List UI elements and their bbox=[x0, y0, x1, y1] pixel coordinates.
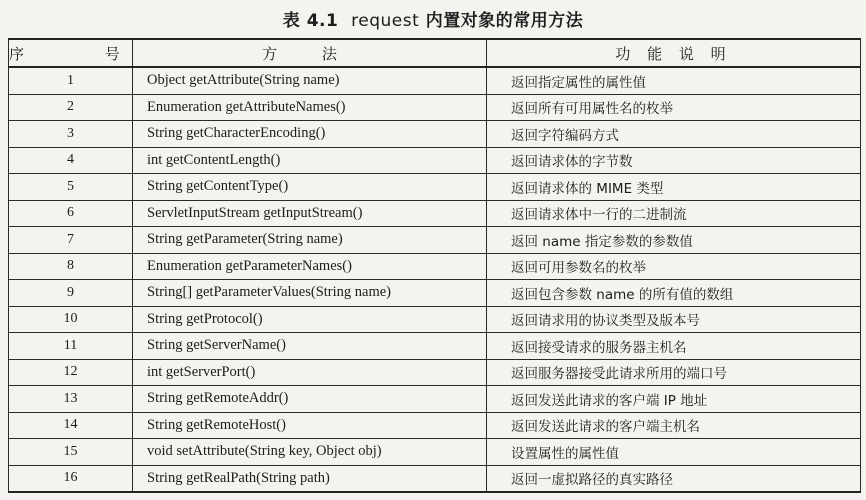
row-index: 5 bbox=[9, 174, 133, 201]
row-index: 3 bbox=[9, 121, 133, 148]
table-row bbox=[9, 174, 861, 201]
row-description: 返回 name 指定参数的参数值 bbox=[487, 227, 861, 254]
table-row bbox=[9, 67, 861, 94]
row-description: 返回请求体中一行的二进制流 bbox=[487, 200, 861, 227]
request-methods-table bbox=[8, 38, 861, 493]
row-index: 11 bbox=[9, 333, 133, 360]
row-method: Enumeration getParameterNames() bbox=[133, 253, 487, 280]
table-row bbox=[9, 386, 861, 413]
row-description: 返回请求用的协议类型及版本号 bbox=[487, 306, 861, 333]
row-method: Object getAttribute(String name) bbox=[133, 67, 487, 94]
row-method: String getRealPath(String path) bbox=[133, 465, 487, 492]
row-description: 返回服务器接受此请求所用的端口号 bbox=[487, 359, 861, 386]
row-index: 8 bbox=[9, 253, 133, 280]
row-method: String[] getParameterValues(String name) bbox=[133, 280, 487, 307]
row-index: 2 bbox=[9, 94, 133, 121]
row-method: String getProtocol() bbox=[133, 306, 487, 333]
row-method: ServletInputStream getInputStream() bbox=[133, 200, 487, 227]
row-index: 9 bbox=[9, 280, 133, 307]
header-row bbox=[9, 39, 861, 67]
table-row bbox=[9, 147, 861, 174]
row-description: 返回请求体的字节数 bbox=[487, 147, 861, 174]
row-description: 返回发送此请求的客户端 IP 地址 bbox=[487, 386, 861, 413]
row-method: void setAttribute(String key, Object obj) bbox=[133, 439, 487, 466]
table-row bbox=[9, 280, 861, 307]
caption-label: 表 4.1 bbox=[282, 11, 339, 31]
table-row bbox=[9, 94, 861, 121]
row-index: 10 bbox=[9, 306, 133, 333]
header-index: 序 号 bbox=[9, 39, 133, 67]
row-method: String getServerName() bbox=[133, 333, 487, 360]
table-row bbox=[9, 412, 861, 439]
row-index: 7 bbox=[9, 227, 133, 254]
table-row bbox=[9, 306, 861, 333]
row-index: 4 bbox=[9, 147, 133, 174]
caption-suffix: 内置对象的常用方法 bbox=[425, 11, 584, 31]
row-method: Enumeration getAttributeNames() bbox=[133, 94, 487, 121]
row-method: int getContentLength() bbox=[133, 147, 487, 174]
row-method: String getContentType() bbox=[133, 174, 487, 201]
row-index: 6 bbox=[9, 200, 133, 227]
table-row bbox=[9, 253, 861, 280]
row-method: String getParameter(String name) bbox=[133, 227, 487, 254]
row-description: 返回所有可用属性名的枚举 bbox=[487, 94, 861, 121]
table-row bbox=[9, 465, 861, 492]
row-index: 13 bbox=[9, 386, 133, 413]
table-row bbox=[9, 439, 861, 466]
table-row bbox=[9, 333, 861, 360]
header-method: 方 法 bbox=[133, 39, 487, 67]
row-method: String getCharacterEncoding() bbox=[133, 121, 487, 148]
row-index: 16 bbox=[9, 465, 133, 492]
row-description: 返回包含参数 name 的所有值的数组 bbox=[487, 280, 861, 307]
row-method: int getServerPort() bbox=[133, 359, 487, 386]
row-method: String getRemoteHost() bbox=[133, 412, 487, 439]
row-description: 返回字符编码方式 bbox=[487, 121, 861, 148]
row-index: 14 bbox=[9, 412, 133, 439]
row-description: 返回请求体的 MIME 类型 bbox=[487, 174, 861, 201]
row-method: String getRemoteAddr() bbox=[133, 386, 487, 413]
caption-object: request bbox=[351, 11, 420, 31]
table-row bbox=[9, 200, 861, 227]
table-row bbox=[9, 359, 861, 386]
row-description: 返回一虚拟路径的真实路径 bbox=[487, 465, 861, 492]
table-row bbox=[9, 227, 861, 254]
table-caption bbox=[0, 6, 866, 31]
row-index: 15 bbox=[9, 439, 133, 466]
row-description: 设置属性的属性值 bbox=[487, 439, 861, 466]
row-index: 12 bbox=[9, 359, 133, 386]
row-description: 返回指定属性的属性值 bbox=[487, 67, 861, 94]
row-description: 返回可用参数名的枚举 bbox=[487, 253, 861, 280]
row-index: 1 bbox=[9, 67, 133, 94]
row-description: 返回接受请求的服务器主机名 bbox=[487, 333, 861, 360]
table-row bbox=[9, 121, 861, 148]
header-description: 功 能 说 明 bbox=[487, 39, 861, 67]
row-description: 返回发送此请求的客户端主机名 bbox=[487, 412, 861, 439]
